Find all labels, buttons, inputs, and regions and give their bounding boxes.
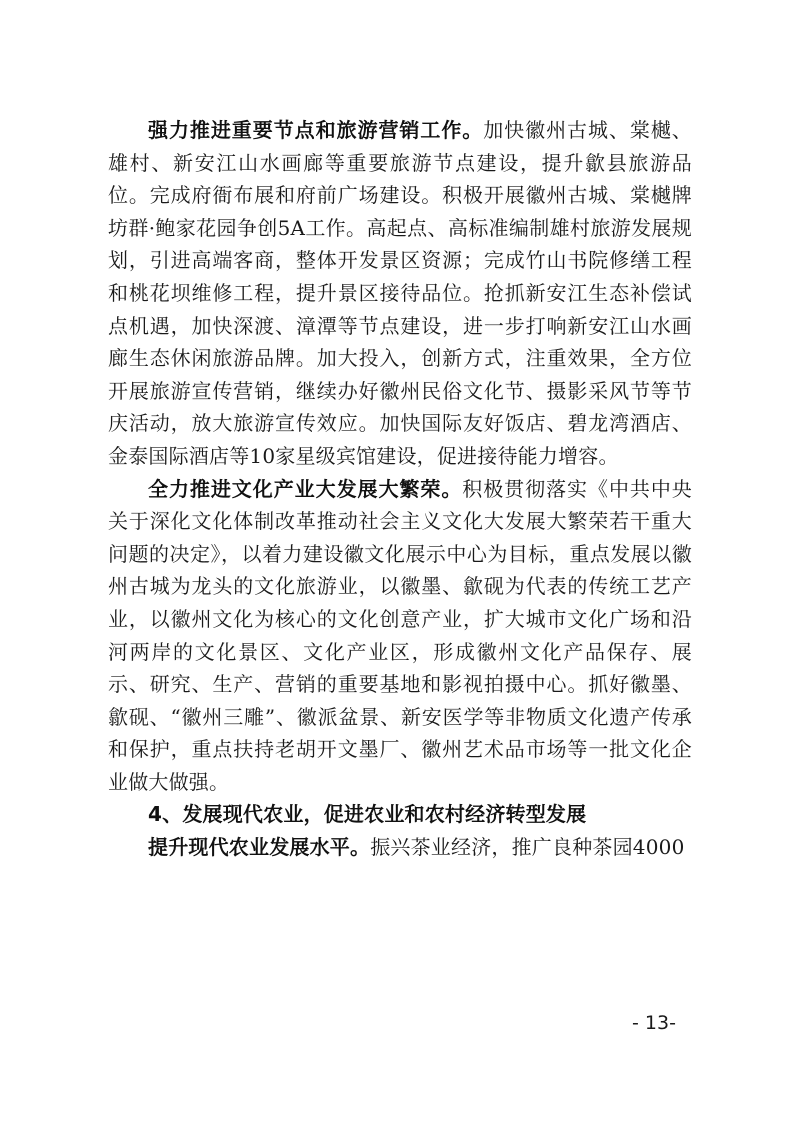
paragraph-agriculture bbox=[108, 831, 692, 864]
page-number: - 13- bbox=[632, 1012, 676, 1034]
paragraph-lead: 全力推进文化产业大发展大繁荣。 bbox=[148, 476, 463, 501]
paragraph-body: 振兴茶业经济，推广良种茶园4000 bbox=[370, 835, 685, 860]
paragraph-tourism bbox=[108, 114, 692, 473]
paragraph-body: 积极贯彻落实《中共中央关于深化文化体制改革推动社会主义文化大发展大繁荣若干重大问题的决定》，以着力建设徽文化展示中心为目标，重点发展以徽州古城为龙头的文化旅游业，以徽墨、歙砚为代表的传统工艺产业，以徽州文化为核心的文化创意产业，扩大城市文化广场和沿河两岸的文化景区、文化产业区，形成徽州文化产品保存、展示、研究、生产、营销的重要基地和影视拍摄中心。抓好徽墨、歙砚、“徽州三雕”、徽派盆景、新安医学等非物质文化遗产传承和保护，重点扶持老胡开文墨厂、徽州艺术品市场等一批文化企业做大做强。 bbox=[108, 476, 692, 794]
paragraph-lead: 提升现代农业发展水平。 bbox=[148, 835, 371, 860]
paragraph-culture-industry bbox=[108, 473, 692, 799]
paragraph-body: 加快徽州古城、棠樾、雄村、新安江山水画廊等重要旅游节点建设，提升歙县旅游品位。完成府衙布展和府前广场建设。积极开展徽州古城、棠樾牌坊群·鲍家花园争创5A工作。高起点、高标准编制雄村旅游发展规划，引进高端客商，整体开发景区资源；完成竹山书院修缮工程和桃花坝维修工程，提升景区接待品位。抢抓新安江生态补偿试点机遇，加快深渡、漳潭等节点建设，进一步打响新安江山水画廊生态休闲旅游品牌。加大投入，创新方式，注重效果，全方位开展旅游宣传营销，继续办好徽州民俗文化节、摄影采风节等节庆活动，放大旅游宣传效应。加快国际友好饭店、碧龙湾酒店、金泰国际酒店等10家星级宾馆建设，促进接待能力增容。 bbox=[108, 118, 693, 468]
section-heading: 4、发展现代农业，促进农业和农村经济转型发展 bbox=[148, 802, 587, 827]
body-text bbox=[108, 114, 692, 864]
paragraph-lead: 强力推进重要节点和旅游营销工作。 bbox=[148, 118, 484, 142]
